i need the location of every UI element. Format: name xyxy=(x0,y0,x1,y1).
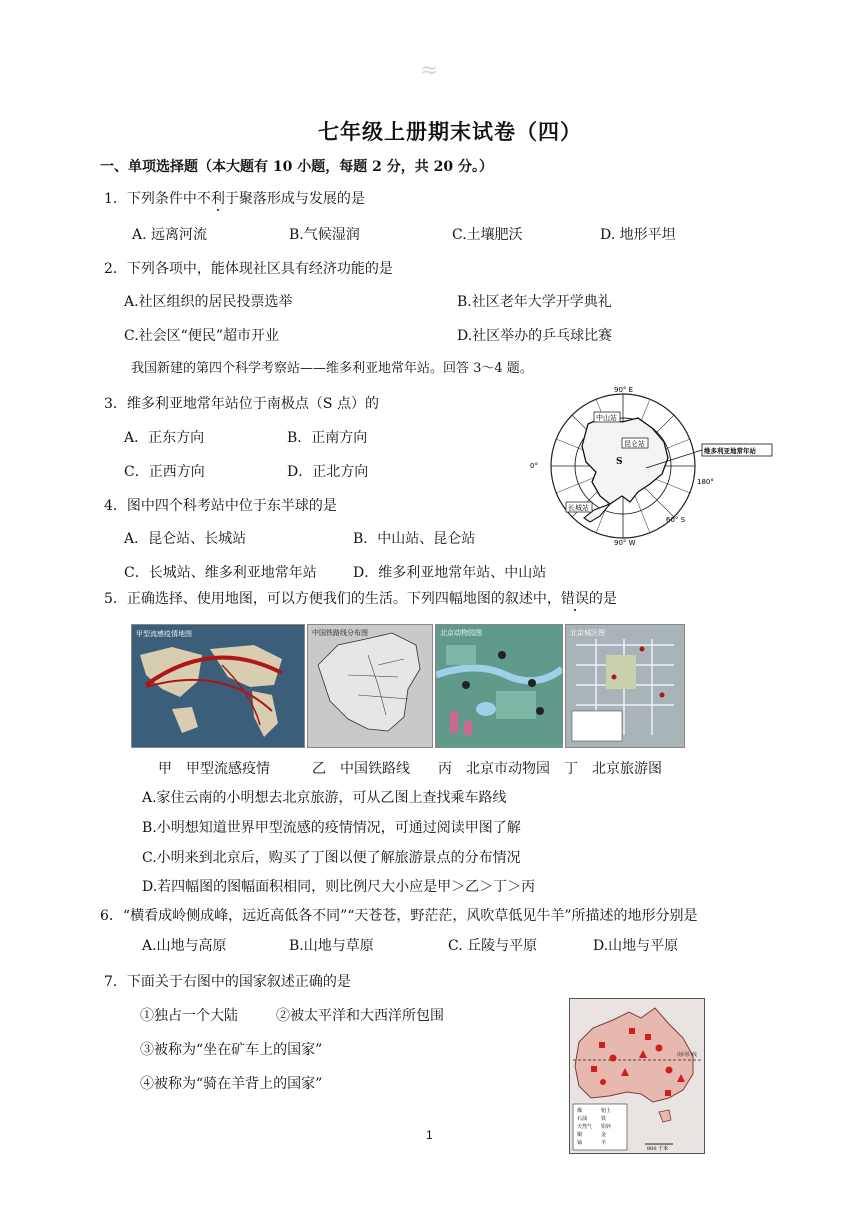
legend-item: 铝土 xyxy=(601,1108,612,1114)
legend-item: 铅锌 xyxy=(601,1124,612,1130)
q1-stem-post: 聚落形成与发展的是 xyxy=(238,191,365,207)
antarctica-outline xyxy=(582,416,668,504)
question-2-stem: 2．下列各项中，能体现社区具有经济功能的是 xyxy=(104,261,393,277)
q7-statement-3: ③被称为“坐在矿车上的国家” xyxy=(140,1042,323,1058)
q5-option-b[interactable]: B.小明想知道世界甲型流感的疫情情况，可通过阅读甲图了解 xyxy=(142,820,521,836)
q5-stem-emphasis: 错误 xyxy=(560,591,589,607)
tropic-label: 南回归线 xyxy=(677,1052,698,1058)
question-6-stem: 6．“横看成岭侧成峰，远近高低各不同”“天苍苍，野茫茫，风吹草低见牛羊”所描述的地形分别是 xyxy=(100,908,698,924)
header-mark: ≈ xyxy=(420,58,439,83)
q7-statement-2: ②被太平洋和大西洋所包围 xyxy=(276,1008,444,1024)
legend-item: 石油 xyxy=(577,1116,588,1122)
label-kunlun: 昆仑站 xyxy=(624,440,645,448)
q1-stem-pre: 1．下列条件中 xyxy=(104,191,197,207)
q5-option-c[interactable]: C.小明来到北京后，购买了丁图以便了解旅游景点的分布情况 xyxy=(142,850,521,866)
q5-stem-post: 的是 xyxy=(588,591,617,607)
q3-option-a[interactable]: A．正东方向 xyxy=(124,430,205,446)
q5-option-a[interactable]: A.家住云南的小明想去北京旅游，可从乙图上查找乘车路线 xyxy=(142,790,507,806)
q1-option-c[interactable]: C.土壤肥沃 xyxy=(452,227,523,243)
flu-map-title: 甲型流感疫情地图 xyxy=(136,630,192,638)
q2-option-d[interactable]: D.社区举办的乒乓球比赛 xyxy=(457,328,613,344)
q6-option-d[interactable]: D.山地与平原 xyxy=(593,938,679,954)
q4-option-d[interactable]: D．维多利亚地常年站、中山站 xyxy=(353,565,547,581)
page-title: 七年级上册期末试卷（四） xyxy=(318,119,582,144)
q2-option-a[interactable]: A.社区组织的居民投票选举 xyxy=(124,294,293,310)
legend-item: 金 xyxy=(601,1132,607,1138)
zoo-map-title: 北京动物园图 xyxy=(440,629,482,637)
q3-option-b[interactable]: B．正南方向 xyxy=(287,430,368,446)
flu-epidemic-map xyxy=(131,624,305,748)
q4-option-a[interactable]: A．昆仑站、长城站 xyxy=(124,531,247,547)
rail-map-title: 中国铁路线分布图 xyxy=(312,629,368,637)
label-90w: 90° W xyxy=(614,539,636,546)
q6-option-a[interactable]: A.山地与高原 xyxy=(142,938,227,954)
question-7-stem: 7．下面关于右图中的国家叙述正确的是 xyxy=(104,974,351,990)
zoo-map xyxy=(435,624,563,748)
q3-option-d[interactable]: D．正北方向 xyxy=(287,464,369,480)
q4-option-b[interactable]: B．中山站、昆仑站 xyxy=(353,531,476,547)
legend-item: 煤 xyxy=(577,1108,583,1114)
legend-item: 羊 xyxy=(601,1140,607,1146)
q1-option-b[interactable]: B.气候湿润 xyxy=(289,227,360,243)
label-0: 0° xyxy=(530,462,538,470)
label-s: S xyxy=(616,457,623,467)
q5-option-d[interactable]: D.若四幅图的图幅面积相同，则比例尺大小应是甲＞乙＞丁＞丙 xyxy=(142,879,536,895)
q1-option-a[interactable]: A. 远离河流 xyxy=(132,227,208,243)
label-90e: 90° E xyxy=(614,386,634,394)
label-60s: 60° S xyxy=(666,516,686,524)
legend-item: 铀 xyxy=(577,1140,583,1146)
antarctic-polar-map xyxy=(526,384,774,546)
q7-statement-1: ①独占一个大陆 xyxy=(140,1008,238,1024)
city-map-title: 北京城区图 xyxy=(570,629,605,637)
legend-item: 天然气 xyxy=(577,1124,593,1130)
question-1-stem xyxy=(104,190,365,208)
question-4-stem: 4．图中四个科考站中位于东半球的是 xyxy=(104,498,337,514)
label-zhongshan: 中山站 xyxy=(596,414,617,422)
q5-map-captions: 甲 甲型流感疫情 乙 中国铁路线 丙 北京市动物园 丁 北京旅游图 xyxy=(158,761,662,777)
label-victoria: 维多利亚地常年站 xyxy=(704,447,756,455)
page-number: 1 xyxy=(426,1128,433,1142)
q5-stem-pre: 5．正确选择、使用地图，可以方便我们的生活。下列四幅地图的叙述中， xyxy=(104,591,561,607)
q2-option-c[interactable]: C.社会区“便民”超市开业 xyxy=(124,328,279,344)
label-changcheng: 长城站 xyxy=(568,504,589,512)
q4-option-c[interactable]: C．长城站、维多利亚地常年站 xyxy=(124,565,317,581)
question-5-stem xyxy=(104,590,617,608)
q2-option-b[interactable]: B.社区老年大学开学典礼 xyxy=(457,294,612,310)
label-180: 180° xyxy=(697,478,714,486)
railway-map xyxy=(307,624,433,748)
scale-label: 800 千米 xyxy=(647,1146,669,1152)
q6-option-c[interactable]: C. 丘陵与平原 xyxy=(448,938,538,954)
q1-stem-emphasis: 不利于 xyxy=(196,191,239,207)
q1-option-d[interactable]: D. 地形平坦 xyxy=(600,227,676,243)
q6-option-b[interactable]: B.山地与草原 xyxy=(289,938,374,954)
section-heading: 一、单项选择题（本大题有 10 小题，每题 2 分，共 20 分。） xyxy=(100,159,493,175)
legend-item: 铜 xyxy=(577,1132,583,1138)
question-3-stem: 3．维多利亚地常年站位于南极点（S 点）的 xyxy=(104,396,379,412)
intro-3-4: 我国新建的第四个科学考察站——维多利亚地常年站。回答 3～4 题。 xyxy=(131,361,533,376)
beijing-city-map xyxy=(565,624,685,748)
q3-option-c[interactable]: C．正西方向 xyxy=(124,464,205,480)
australia-resource-map xyxy=(569,998,705,1154)
legend-item: 铁 xyxy=(601,1116,607,1122)
q7-statement-4: ④被称为“骑在羊背上的国家” xyxy=(140,1076,323,1092)
